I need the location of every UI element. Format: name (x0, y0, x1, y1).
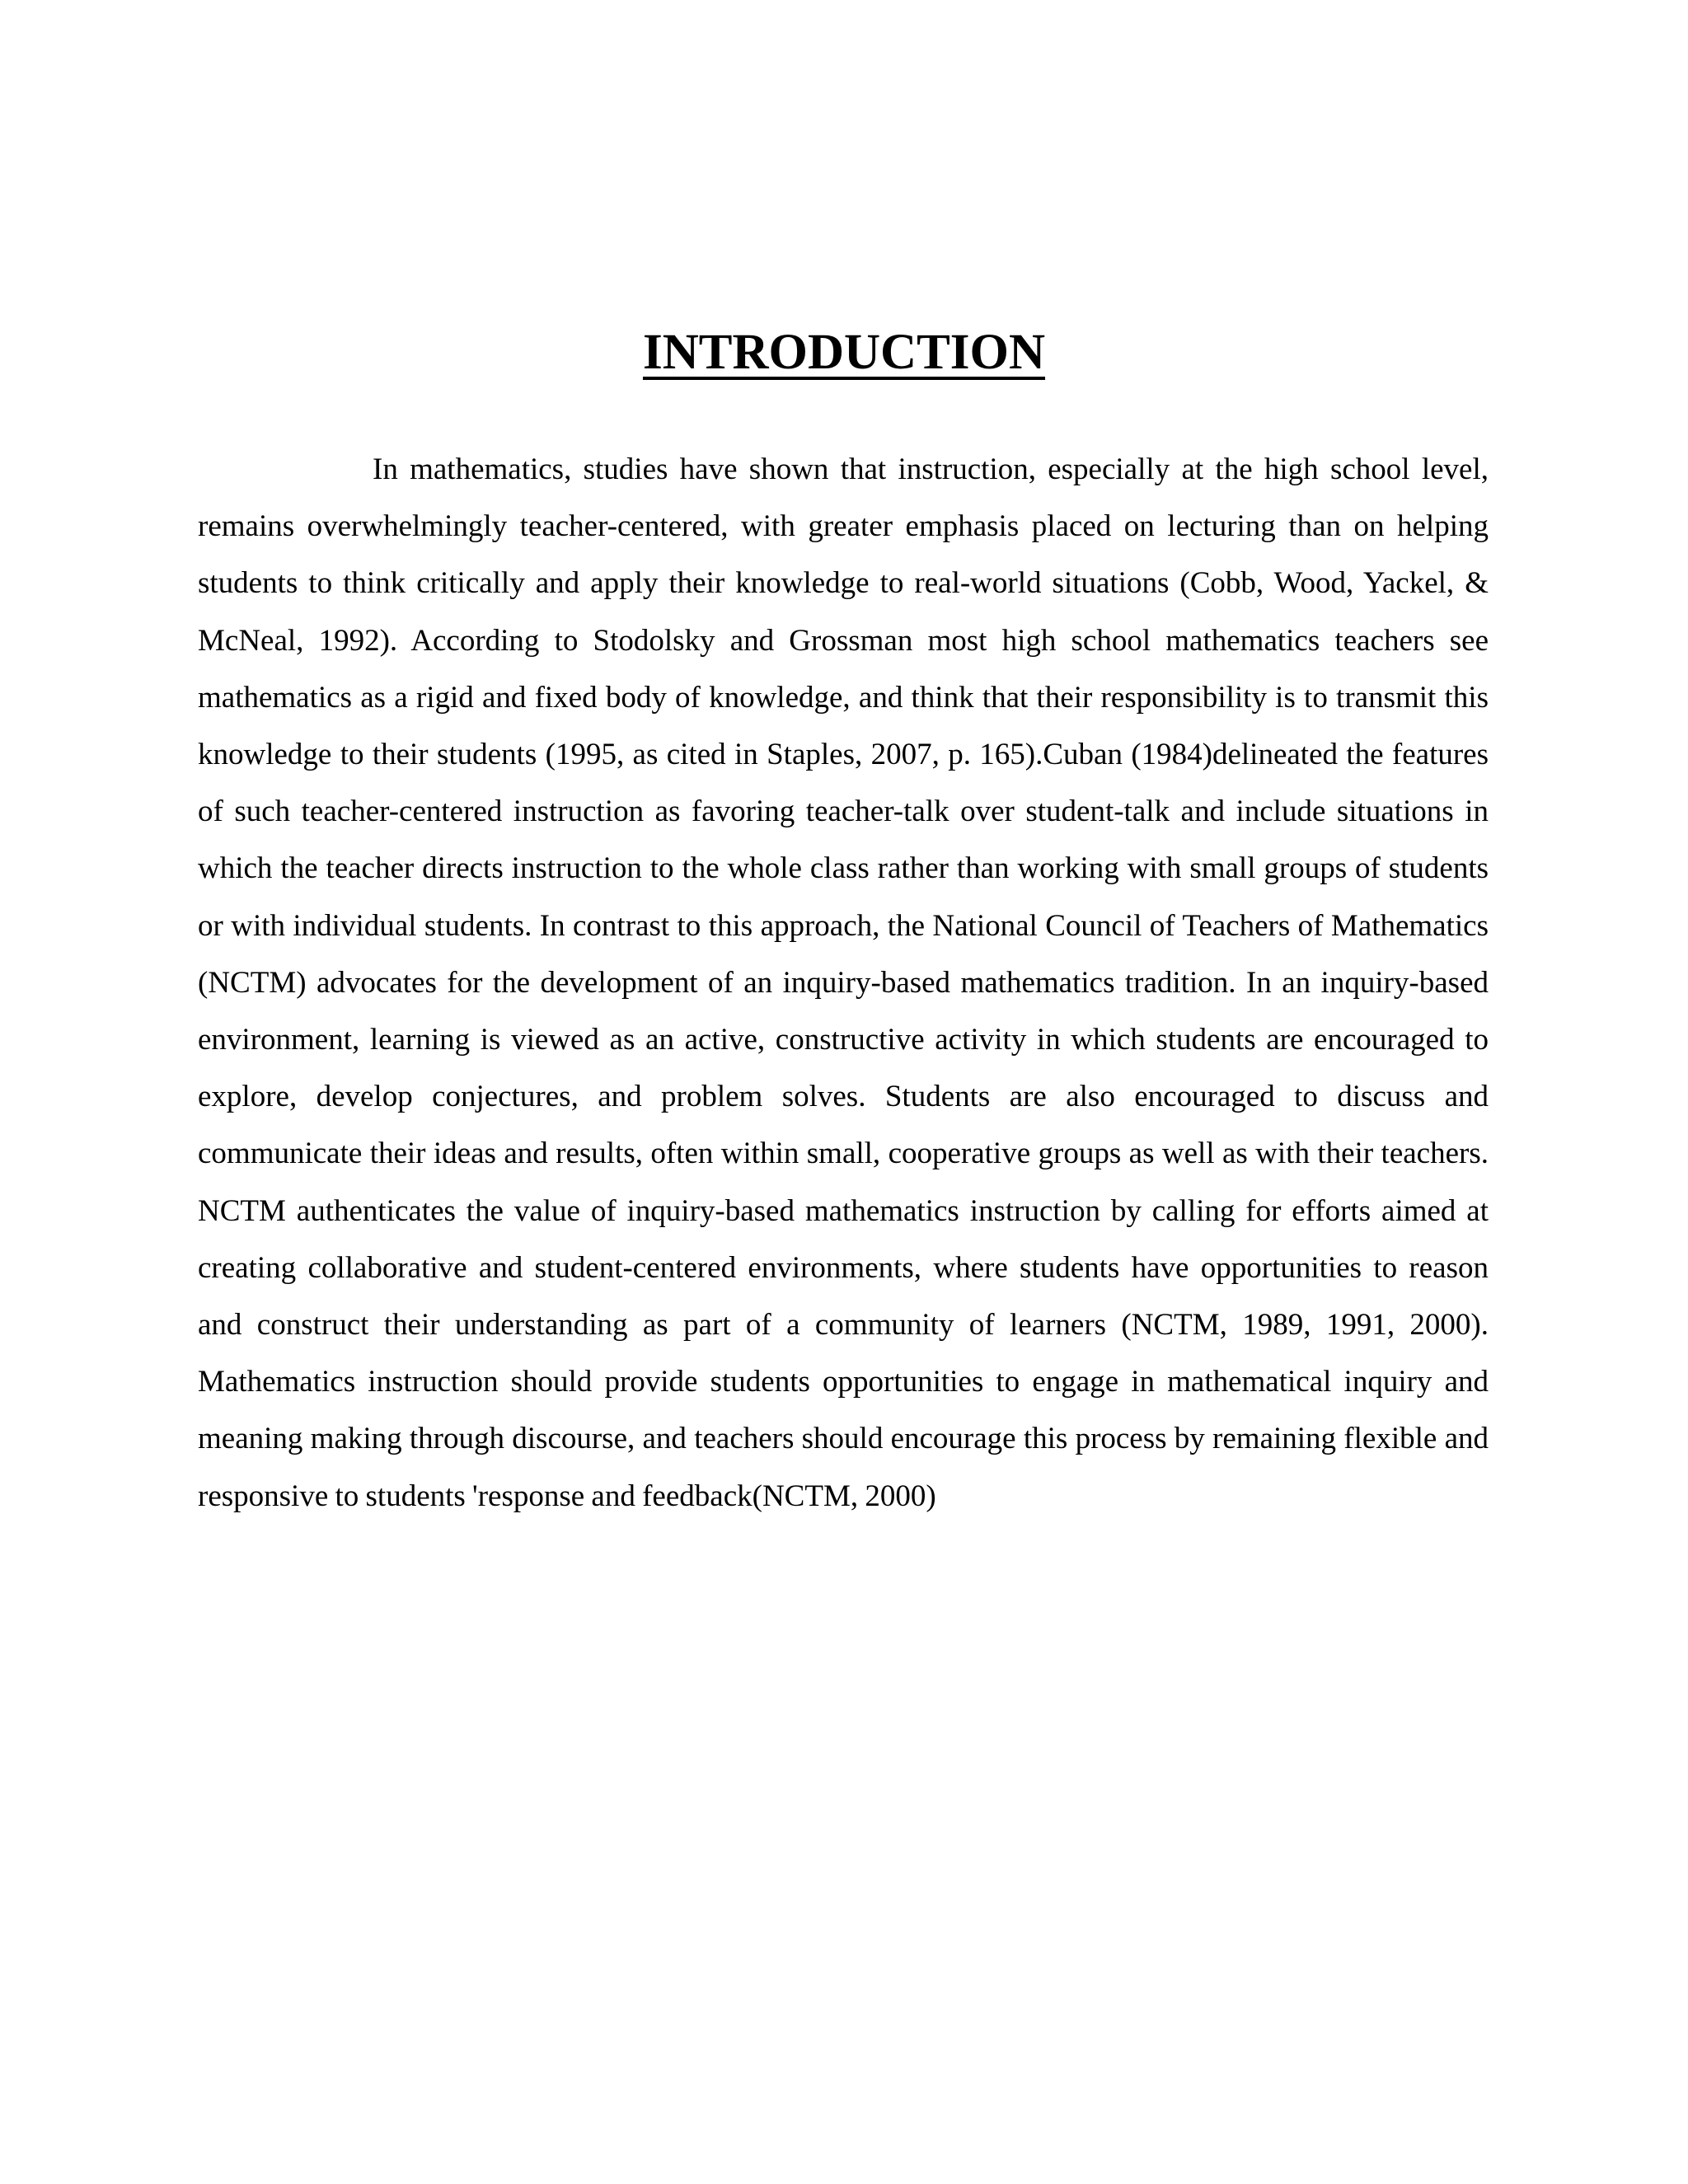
introduction-paragraph: In mathematics, studies have shown that instruction, especially at the high school level, remains overwhelmingly teacher-centered, with greater emphasis placed on lecturing than on helping students to think critically and apply their knowledge to real-world situations (Cobb, Wood, Yackel, & McNeal, 1992). According to Stodolsky and Grossman most high school mathematics teachers see mathematics as a rigid and fixed body of knowledge, and think that their responsibility is to transmit this knowledge to their students (1995, as cited in Staples, 2007, p. 165).Cuban (1984)delineated the features of such teacher-centered instruction as favoring teacher-talk over student-talk and include situations in which the teacher directs instruction to the whole class rather than working with small groups of students or with individual students. In contrast to this approach, the National Council of Teachers of Mathematics (NCTM) advocates for the development of an inquiry-based mathematics tradition. In an inquiry-based environment, learning is viewed as an active, constructive activity in which students are encouraged to explore, develop conjectures, and problem solves. Students are also encouraged to discuss and communicate their ideas and results, often within small, cooperative groups as well as with their teachers. NCTM authenticates the value of inquiry-based mathematics instruction by calling for efforts aimed at creating collaborative and student-centered environments, where students have opportunities to reason and construct their understanding as part of a community of learners (NCTM, 1989, 1991, 2000). Mathematics instruction should provide students opportunities to engage in mathematical inquiry and meaning making through discourse, and teachers should encourage this process by remaining flexible and responsive to students 'response and feedback(NCTM, 2000) (198, 452, 1489, 1513)
page-title: INTRODUCTION (642, 325, 1046, 380)
